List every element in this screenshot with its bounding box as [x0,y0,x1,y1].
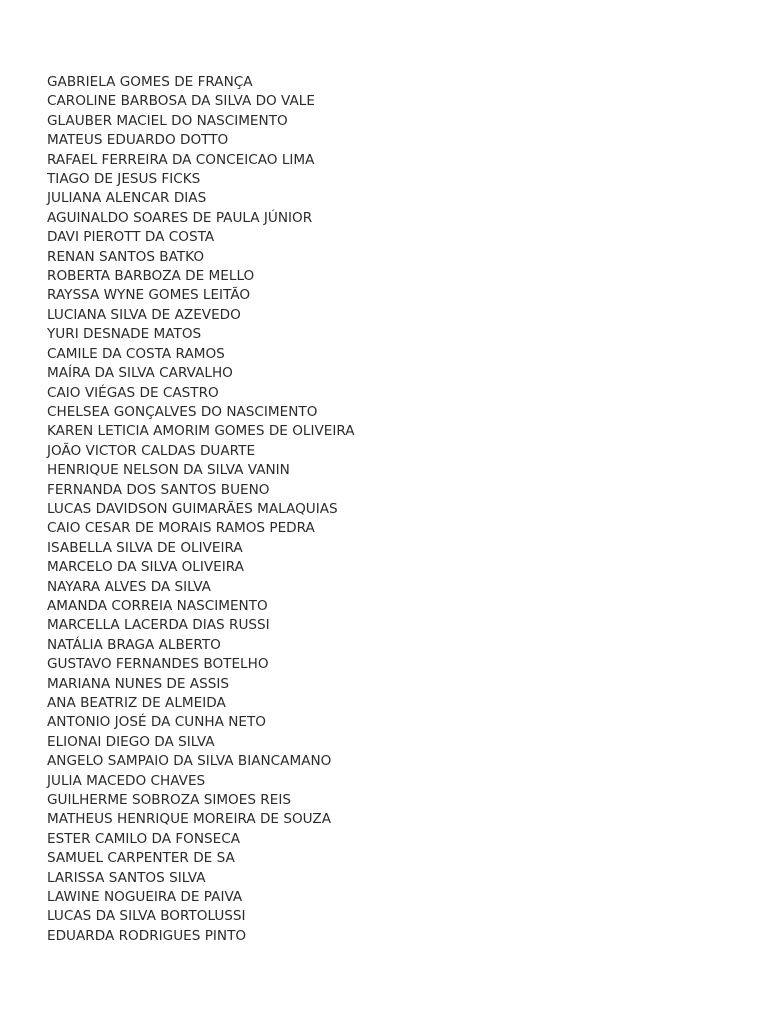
list-item: ELIONAI DIEGO DA SILVA [47,733,215,750]
list-item: GUILHERME SOBROZA SIMOES REIS [47,792,291,809]
list-item: JULIANA ALENCAR DIAS [47,190,207,207]
list-item: GUSTAVO FERNANDES BOTELHO [47,656,269,673]
list-item: CAMILE DA COSTA RAMOS [47,345,225,362]
list-item: CAIO VIÉGAS DE CASTRO [47,384,219,401]
list-item: LARISSA SANTOS SILVA [47,869,206,886]
list-item: RAYSSA WYNE GOMES LEITÃO [47,287,251,304]
list-item: ANGELO SAMPAIO DA SILVA BIANCAMANO [47,753,332,770]
list-item: CAIO CESAR DE MORAIS RAMOS PEDRA [47,520,315,537]
list-item: KAREN LETICIA AMORIM GOMES DE OLIVEIRA [47,423,355,440]
list-item: FERNANDA DOS SANTOS BUENO [47,481,270,498]
list-item: MATEUS EDUARDO DOTTO [47,132,229,149]
list-item: ISABELLA SILVA DE OLIVEIRA [47,539,243,556]
list-item: ANA BEATRIZ DE ALMEIDA [47,695,226,711]
list-item: JULIA MACEDO CHAVES [47,772,206,789]
list-item: SAMUEL CARPENTER DE SA [47,850,235,867]
list-item: HENRIQUE NELSON DA SILVA VANIN [47,462,290,479]
list-item: AGUINALDO SOARES DE PAULA JÚNIOR [47,209,313,226]
list-item: GLAUBER MACIEL DO NASCIMENTO [47,112,288,129]
list-item: MARIANA NUNES DE ASSIS [47,675,229,692]
list-item: NAYARA ALVES DA SILVA [47,578,211,595]
list-item: EDUARDA RODRIGUES PINTO [47,927,247,944]
list-item: LUCIANA SILVA DE AZEVEDO [47,306,241,323]
list-item: LUCAS DA SILVA BORTOLUSSI [47,908,246,925]
list-item: NATÁLIA BRAGA ALBERTO [47,636,221,653]
list-item: MARCELLA LACERDA DIAS RUSSI [47,617,270,634]
list-item: ROBERTA BARBOZA DE MELLO [47,268,255,285]
list-item: CHELSEA GONÇALVES DO NASCIMENTO [47,403,318,420]
list-item: MAÍRA DA SILVA CARVALHO [47,365,233,382]
list-item: LAWINE NOGUEIRA DE PAIVA [47,889,243,906]
list-item: LUCAS DAVIDSON GUIMARÃES MALAQUIAS [47,500,338,517]
list-item: JOÃO VICTOR CALDAS DUARTE [47,442,256,459]
list-item: TIAGO DE JESUS FICKS [47,171,201,188]
list-item: RENAN SANTOS BATKO [47,248,205,265]
list-item: CAROLINE BARBOSA DA SILVA DO VALE [47,93,315,110]
list-item: ESTER CAMILO DA FONSECA [47,830,241,847]
list-item: ANTONIO JOSÉ DA CUNHA NETO [47,714,266,731]
list-item: RAFAEL FERREIRA DA CONCEICAO LIMA [47,151,315,168]
name-list [47,73,355,946]
list-item: AMANDA CORREIA NASCIMENTO [47,597,268,614]
list-item: YURI DESNADE MATOS [47,326,202,343]
list-item: MARCELO DA SILVA OLIVEIRA [47,559,244,576]
list-item: MATHEUS HENRIQUE MOREIRA DE SOUZA [47,811,331,828]
list-item: DAVI PIEROTT DA COSTA [47,229,215,246]
list-item: GABRIELA GOMES DE FRANÇA [47,74,253,90]
